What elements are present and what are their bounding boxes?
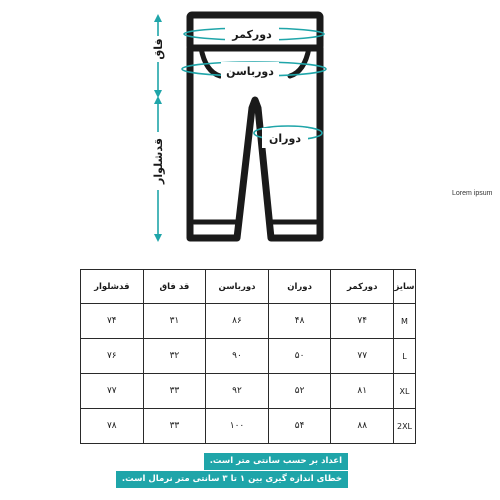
size-chart-table [80, 269, 416, 444]
table-cell: ۴۸ [268, 304, 331, 339]
header-cell: دورکمر [331, 270, 394, 304]
table-cell: ۷۴ [81, 304, 144, 339]
table-cell: ۷۷ [331, 339, 394, 374]
size-cell: 2XL [394, 409, 416, 444]
right-pocket [290, 48, 309, 76]
table-cell: ۷۴ [331, 304, 394, 339]
header-cell: دوران [268, 270, 331, 304]
table-cell: ۸۸ [331, 409, 394, 444]
table-cell: ۵۴ [268, 409, 331, 444]
table-header-row [81, 270, 416, 304]
table-cell: ۹۲ [206, 374, 269, 409]
table-cell: ۸۶ [206, 304, 269, 339]
table-cell: ۷۸ [81, 409, 144, 444]
header-cell: سایز [394, 270, 416, 304]
size-cell: XL [394, 374, 416, 409]
table-cell: ۸۱ [331, 374, 394, 409]
header-cell: دورباسن [206, 270, 269, 304]
header-cell: قدشلوار [81, 270, 144, 304]
table-cell: ۳۳ [143, 409, 206, 444]
table-cell: ۷۷ [81, 374, 144, 409]
table-cell: ۵۰ [268, 339, 331, 374]
header-cell: قد فاق [143, 270, 206, 304]
thigh-label: دوران [269, 132, 301, 145]
size-cell: M [394, 304, 416, 339]
table-cell: ۹۰ [206, 339, 269, 374]
left-pocket [201, 48, 220, 76]
table-cell: ۵۲ [268, 374, 331, 409]
table-cell: ۳۲ [143, 339, 206, 374]
table-cell: ۱۰۰ [206, 409, 269, 444]
table-cell: ۷۶ [81, 339, 144, 374]
table-row [81, 374, 416, 409]
table-row [81, 304, 416, 339]
tolerance-note: خطای اندازه گیری بین ۱ تا ۳ سانتی متر نرمال است. [116, 471, 348, 488]
units-note: اعداد بر حسب سانتی متر است. [204, 453, 348, 470]
table-cell: ۳۳ [143, 374, 206, 409]
table-row [81, 409, 416, 444]
length-label: قدشلوار [152, 138, 165, 184]
side-note: Lorem ipsum [452, 190, 493, 197]
waist-label: دورکمر [232, 28, 272, 41]
table-cell: ۳۱ [143, 304, 206, 339]
rise-label: فاق [152, 38, 165, 60]
hip-label: دورباسن [226, 65, 274, 78]
size-cell: L [394, 339, 416, 374]
table-row [81, 339, 416, 374]
